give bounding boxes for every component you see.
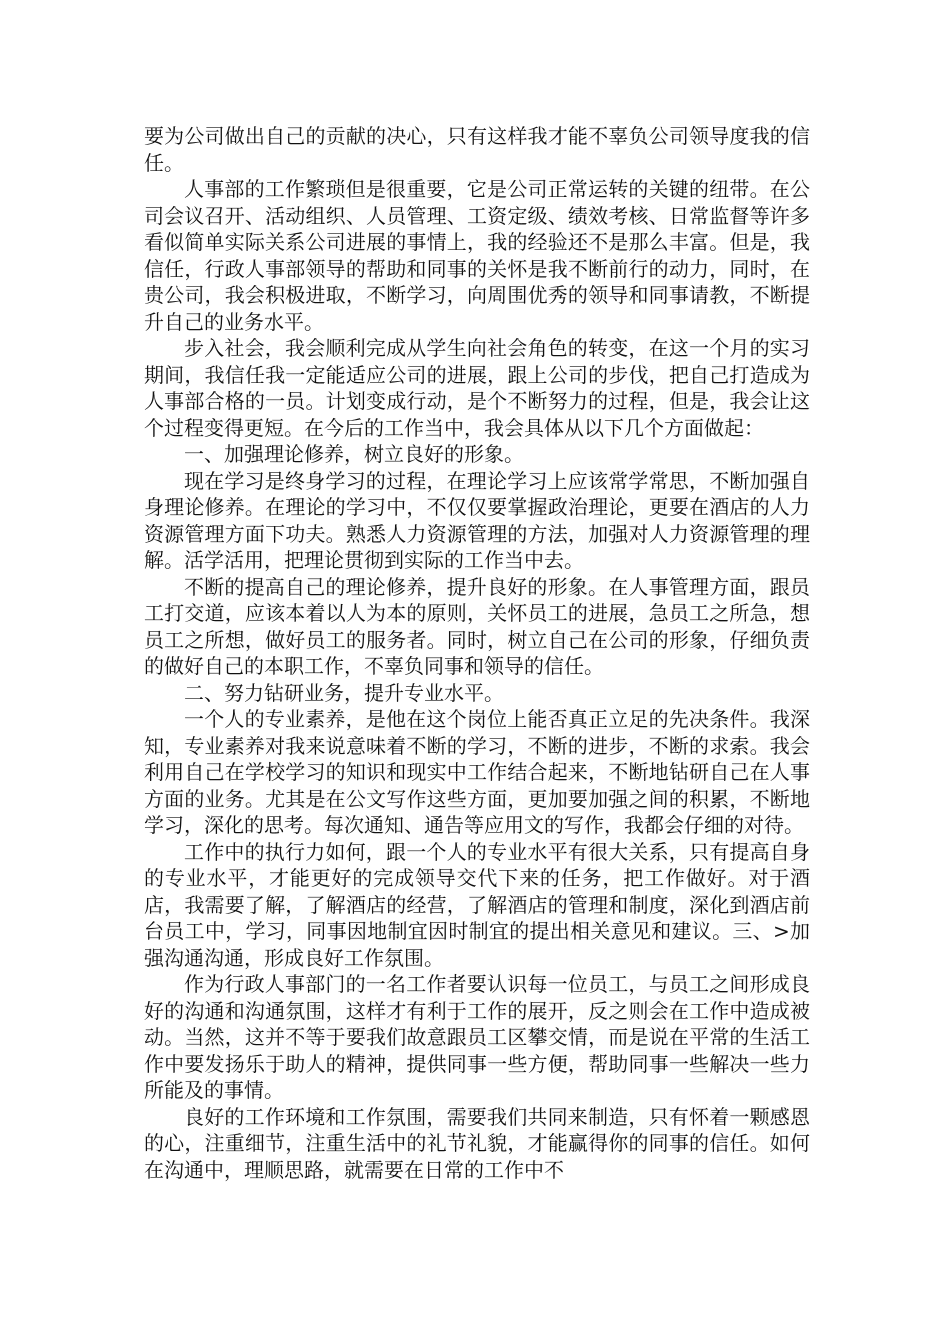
section-heading-2: 二、努力钻研业务，提升专业水平。: [184, 680, 504, 705]
paragraph-9: 工作中的执行力如何，跟一个人的专业水平有很大关系，只有提高自身的专业水平，才能更好的完成领导交代下来的任务，把工作做好。对于酒店，我需要了解，了解酒店的经营，了解酒店的管理和制度，深化到酒店前台员工中，学习，同事因地制宜因时制宜的提出相关意见和建议。三、>加强沟通沟通，形成良好工作氛围。: [144, 839, 810, 970]
paragraph-1: 要为公司做出自己的贡献的决心，只有这样我才能不辜负公司领导度我的信任。: [144, 124, 810, 175]
document-body: [144, 123, 810, 1183]
paragraph-6: 不断的提高自己的理论修养，提升良好的形象。在人事管理方面，跟员工打交道，应该本着以人为本的原则，关怀员工的进展，急员工之所急，想员工之所想，做好员工的服务者。同时，树立自己在公司的形象，仔细负责的做好自己的本职工作，不辜负同事和领导的信任。: [144, 574, 810, 678]
section-heading-1: 一、加强理论修养，树立良好的形象。: [184, 442, 524, 466]
paragraph-2: 人事部的工作繁琐但是很重要，它是公司正常运转的关键的纽带。在公司会议召开、活动组织、人员管理、工资定级、绩效考核、日常监督等许多看似简单实际关系公司进展的事情上，我的经验还不是那么丰富。但是，我信任，行政人事部领导的帮助和同事的关怀是我不断前行的动力，同时，在贵公司，我会积极进取，不断学习，向周围优秀的领导和同事请教，不断提升自己的业务水平。: [144, 177, 810, 334]
paragraph-10: 作为行政人事部门的一名工作者要认识每一位员工，与员工之间形成良好的沟通和沟通氛围，这样才有利于工作的展开，反之则会在工作中造成被动。当然，这并不等于要我们故意跟员工区攀交情，而是说在平常的生活工作中要发扬乐于助人的精神，提供同事一些方便，帮助同事一些解决一些力所能及的事情。: [144, 972, 810, 1102]
paragraph-3: 步入社会，我会顺利完成从学生向社会角色的转变，在这一个月的实习期间，我信任我一定能适应公司的进展，跟上公司的步伐，把自己打造成为人事部合格的一员。计划变成行动，是个不断努力的过程，但是，我会让这个过程变得更短。在今后的工作当中，我会具体从以下几个方面做起：: [144, 336, 810, 440]
paragraph-5: 现在学习是终身学习的过程，在理论学习上应该常学常思，不断加强自身理论修养。在理论的学习中，不仅仅要掌握政治理论，更要在酒店的人力资源管理方面下功夫。熟悉人力资源管理的方法，加强对人力资源管理的理解。活学活用，把理论贯彻到实际的工作当中去。: [144, 468, 810, 572]
paragraph-11: 良好的工作环境和工作氛围，需要我们共同来制造，只有怀着一颗感恩的心，注重细节，注重生活中的礼节礼貌，才能赢得你的同事的信任。如何在沟通中，理顺思路，就需要在日常的工作中不: [144, 1104, 810, 1182]
paragraph-8: 一个人的专业素养，是他在这个岗位上能否真正立足的先决条件。我深知，专业素养对我来说意味着不断的学习，不断的进步，不断的求索。我会利用自己在学校学习的知识和现实中工作结合起来，不断地钻研自己在人事方面的业务。尤其是在公文写作这些方面，更加要加强之间的积累，不断地学习，深化的思考。每次通知、通告等应用文的写作，我都会仔细的对待。: [144, 707, 810, 837]
